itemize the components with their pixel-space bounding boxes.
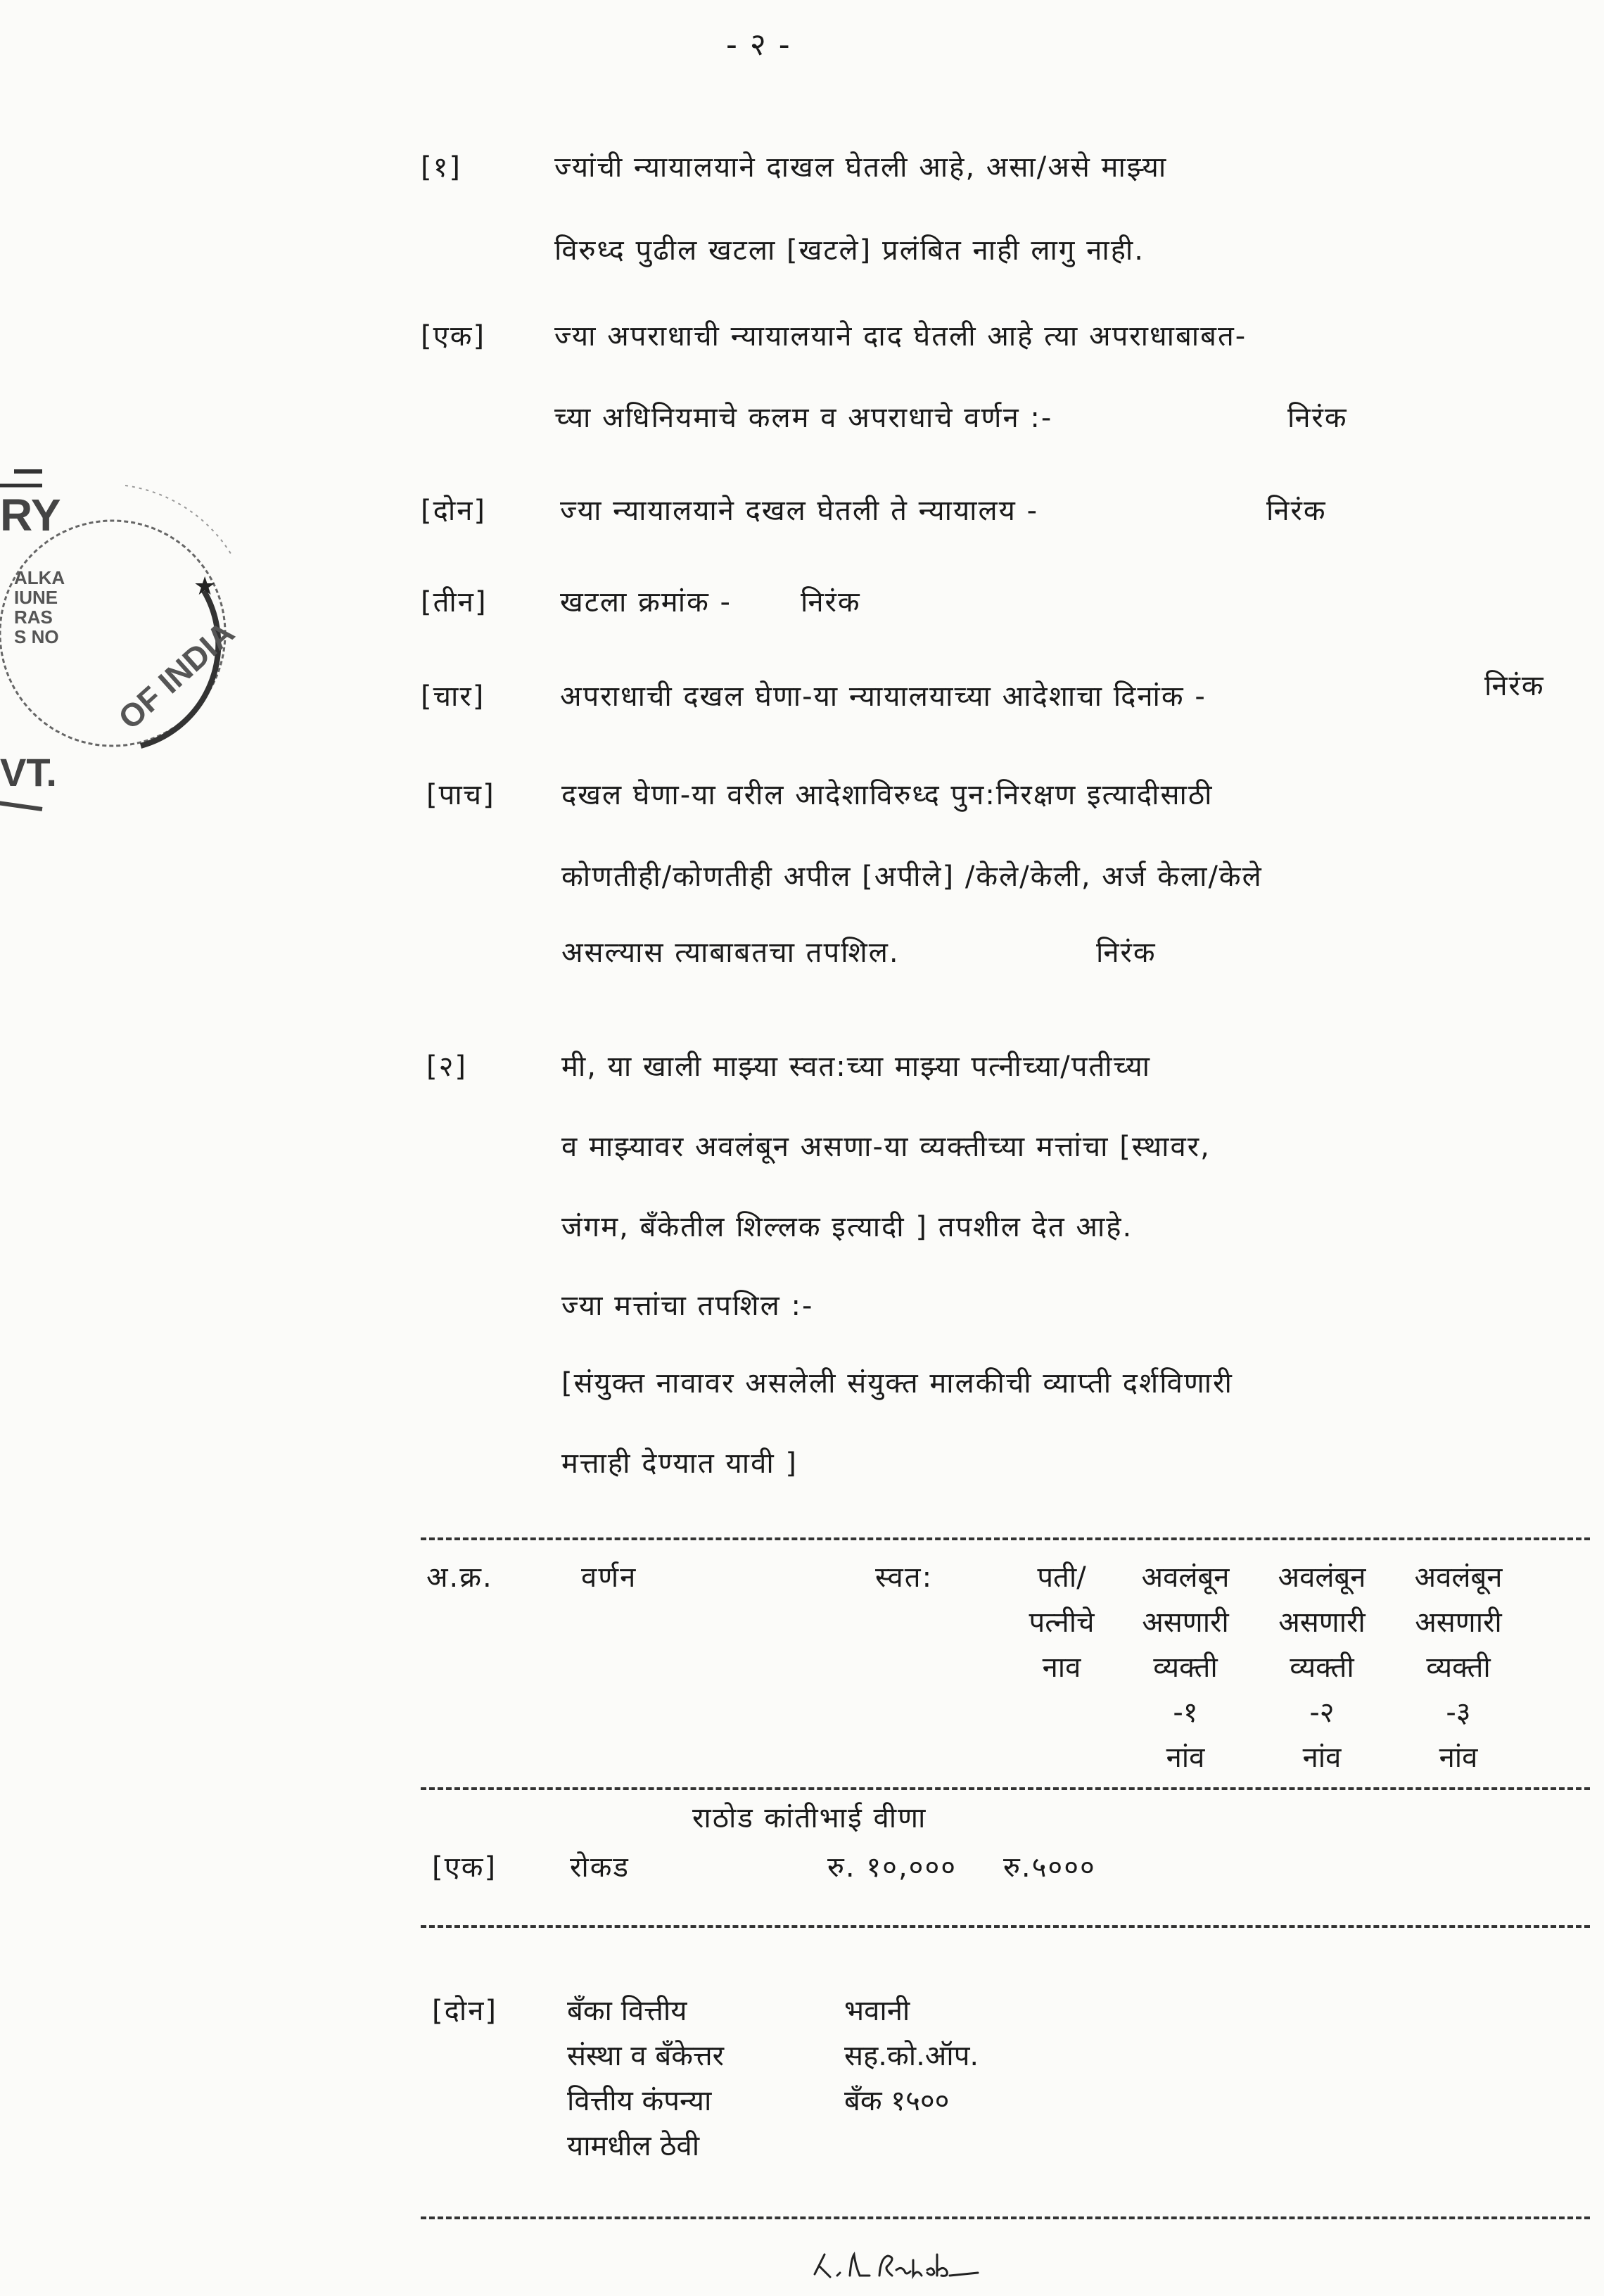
section-2-line-6: मत्ताही देण्यात यावी ] <box>561 1447 798 1480</box>
table-top-rule <box>421 1537 1590 1540</box>
seal-text-vt: VT. <box>0 750 57 794</box>
item-pach-value: निरंक <box>1096 937 1157 969</box>
seal-text-sno: S NO <box>14 626 59 647</box>
table-row-1-self: रु. १०,००० <box>827 1851 957 1884</box>
table-row-2-self: भवानी सह.को.ऑप. बँक १५०० <box>844 1995 979 2117</box>
page-number: - २ - <box>726 27 791 63</box>
item-don-line-1: ज्या न्यायालयाने दखल घेतली ते न्यायालय - <box>560 495 1039 527</box>
item-teen-label: [तीन] <box>421 586 488 619</box>
section-2-line-5: [संयुक्त नावावर असलेली संयुक्त मालकीची व्याप्ती दर्शविणारी <box>561 1367 1233 1400</box>
item-ek-value: निरंक <box>1287 402 1348 434</box>
section-1-label: [१] <box>421 151 462 184</box>
item-teen-line-1: खटला क्रमांक - <box>560 586 732 619</box>
table-row-1-spouse: रु.५००० <box>1003 1851 1096 1884</box>
seal-text-ras: RAS <box>14 607 53 628</box>
section-2-line-2: व माझ्यावर अवलंबून असणा-या व्यक्तीच्या मत्तांचा [स्थावर, <box>561 1131 1211 1163</box>
item-pach-label: [पाच] <box>426 779 495 811</box>
section-2-line-4: ज्या मत्तांचा तपशिल :- <box>561 1290 814 1322</box>
item-char-value: निरंक <box>1484 670 1545 702</box>
table-row-2-desc: बँका वित्तीय संस्था व बँकेत्तर वित्तीय कंपन्या यामधील ठेवी <box>567 1995 724 2162</box>
table-header-dependent-2: अवलंबून असणारी व्यक्ती -२ नांव <box>1278 1561 1366 1774</box>
item-char-label: [चार] <box>421 680 485 713</box>
section-2-label: [२] <box>426 1051 468 1083</box>
seal-arc-text: OF INDIA <box>110 614 241 737</box>
section-2-line-1: मी, या खाली माझ्या स्वत:च्या माझ्या पत्नीच्या/पतीच्या <box>561 1051 1152 1083</box>
signature <box>809 2245 992 2292</box>
seal-text-iune: IUNE <box>14 587 58 608</box>
table-row-1-sno: [एक] <box>432 1851 497 1884</box>
item-ek-line-1: ज्या अपराधाची न्यायालयाने दाद घेतली आहे त्या अपराधाबाबत- <box>554 320 1247 353</box>
item-don-value: निरंक <box>1266 495 1327 527</box>
item-ek-line-2: च्या अधिनियमाचे कलम व अपराधाचे वर्णन :- <box>554 402 1053 434</box>
seal-stamp <box>0 443 267 837</box>
table-names-row: राठोड कांतीभाई वीणा <box>692 1802 927 1834</box>
item-teen-value: निरंक <box>801 586 861 619</box>
table-header-sno: अ.क्र. <box>426 1561 493 1594</box>
table-row-2-sno: [दोन] <box>432 1995 498 2027</box>
table-row-1-desc: रोकड <box>570 1851 630 1884</box>
section-2-line-3: जंगम, बँकेतील शिल्लक इत्यादी ] तपशील देत आहे. <box>561 1211 1133 1243</box>
table-header-dependent-1: अवलंबून असणारी व्यक्ती -१ नांव <box>1141 1561 1230 1774</box>
table-header-rule <box>421 1787 1590 1790</box>
item-pach-line-1: दखल घेणा-या वरील आदेशाविरुध्द पुन:निरक्षण इत्यादीसाठी <box>561 779 1214 811</box>
table-header-spouse: पती/ पत्नीचे नाव <box>1029 1561 1095 1684</box>
table-bottom-rule <box>421 2216 1590 2219</box>
section-1-line-1: ज्यांची न्यायालयाने दाखल घेतली आहे, असा/असे माझ्या <box>554 151 1168 184</box>
item-don-label: [दोन] <box>421 495 487 527</box>
item-ek-label: [एक] <box>421 320 486 353</box>
signature-scribble <box>809 2245 992 2287</box>
table-header-self: स्वत: <box>875 1561 934 1594</box>
svg-text:★: ★ <box>193 572 217 601</box>
seal-text-ry: RY <box>0 490 61 540</box>
item-pach-line-2: कोणतीही/कोणतीही अपील [अपीले] /केले/केली, अर्ज केला/केले <box>561 861 1263 893</box>
item-char-line-1: अपराधाची दखल घेणा-या न्यायालयाच्या आदेशाचा दिनांक - <box>560 680 1207 713</box>
table-row-1-rule <box>421 1925 1590 1928</box>
table-header-desc: वर्णन <box>581 1561 637 1594</box>
table-header-dependent-3: अवलंबून असणारी व्यक्ती -३ नांव <box>1414 1561 1503 1774</box>
item-pach-line-3: असल्यास त्याबाबतचा तपशिल. <box>561 937 900 969</box>
seal-text-alka: ALKA <box>14 567 65 588</box>
section-1-line-2: विरुध्द पुढील खटला [खटले] प्रलंबित नाही लागु नाही. <box>554 234 1145 267</box>
